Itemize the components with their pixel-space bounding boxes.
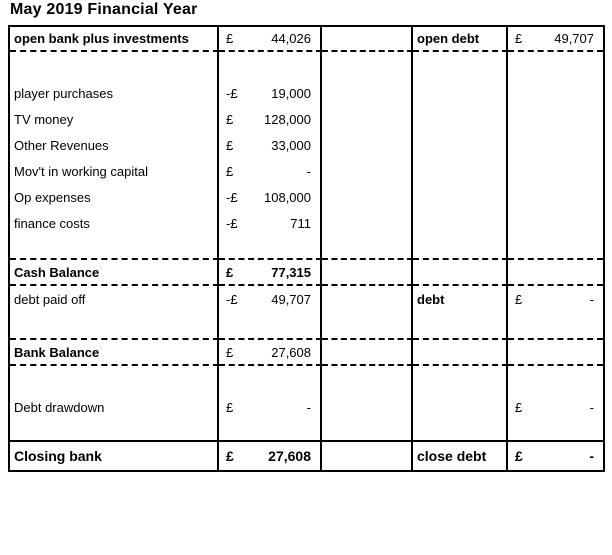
table-row-player-purchases (10, 80, 603, 106)
cell-op-expenses-value[interactable] (219, 184, 322, 210)
table-row-debt-drawdown (10, 394, 603, 420)
cell-debt-label[interactable]: debt (413, 286, 508, 312)
cell-empty (508, 312, 603, 340)
amount: 27,608 (268, 448, 311, 464)
cell-empty (10, 420, 219, 442)
cell-empty (508, 106, 603, 132)
cell-finance-costs-label[interactable]: finance costs (10, 210, 219, 236)
amount: 33,000 (271, 137, 311, 153)
page-title: May 2019 Financial Year (10, 1, 198, 18)
cell-debt-paid-off-label[interactable]: debt paid off (10, 286, 219, 312)
cell-open-bank-label[interactable]: open bank plus investments (10, 27, 219, 52)
cell-open-debt-label[interactable]: open debt (413, 27, 508, 52)
currency-symbol: £ (226, 399, 234, 415)
cell-empty (322, 286, 413, 312)
currency-symbol: £ (226, 163, 234, 179)
cell-empty (413, 312, 508, 340)
cell-empty (219, 52, 322, 80)
amount: 128,000 (264, 111, 311, 127)
currency-symbol: £ (226, 137, 234, 153)
cell-empty (413, 394, 508, 420)
table-row-cash-balance (10, 260, 603, 286)
cell-empty (508, 236, 603, 260)
currency-symbol: £ (515, 448, 523, 464)
cell-other-revenues-value[interactable] (219, 132, 322, 158)
cell-empty (508, 52, 603, 80)
cell-debt-drawdown-value[interactable] (219, 394, 322, 420)
cell-empty (322, 158, 413, 184)
currency-symbol: -£ (226, 291, 238, 307)
cell-empty (219, 312, 322, 340)
amount: 49,707 (271, 291, 311, 307)
table-row-spacer (10, 236, 603, 260)
amount: - (589, 399, 594, 415)
cell-empty (413, 106, 508, 132)
cell-empty (508, 158, 603, 184)
currency-symbol: £ (226, 448, 234, 464)
cell-empty (322, 420, 413, 442)
cell-empty (413, 366, 508, 394)
amount: 108,000 (264, 189, 311, 205)
cell-open-debt-value[interactable] (508, 27, 603, 52)
cell-working-capital-label[interactable]: Mov't in working capital (10, 158, 219, 184)
cell-empty (508, 260, 603, 286)
cell-empty (508, 340, 603, 366)
cell-empty (413, 132, 508, 158)
cell-player-purchases-value[interactable] (219, 80, 322, 106)
cell-closing-bank-label[interactable]: Closing bank (10, 442, 219, 470)
cell-tv-money-label[interactable]: TV money (10, 106, 219, 132)
table-row-spacer (10, 52, 603, 80)
amount: 19,000 (271, 85, 311, 101)
cell-closing-bank-value[interactable] (219, 442, 322, 470)
cell-empty (413, 420, 508, 442)
table-row-debt-paid-off (10, 286, 603, 312)
cell-empty (508, 210, 603, 236)
cell-empty (413, 236, 508, 260)
cell-empty (322, 236, 413, 260)
table-row-other-revenues (10, 132, 603, 158)
cell-empty (413, 184, 508, 210)
cell-empty (10, 312, 219, 340)
amount: 27,608 (271, 344, 311, 360)
cell-empty (219, 366, 322, 394)
cell-bank-balance-value[interactable] (219, 340, 322, 366)
cell-empty (322, 340, 413, 366)
cell-empty (322, 210, 413, 236)
cell-empty (413, 80, 508, 106)
cell-empty (413, 260, 508, 286)
table-row-op-expenses (10, 184, 603, 210)
cell-empty (508, 366, 603, 394)
cell-working-capital-value[interactable] (219, 158, 322, 184)
currency-symbol: £ (226, 264, 234, 280)
cell-tv-money-value[interactable] (219, 106, 322, 132)
cell-empty (413, 340, 508, 366)
cell-empty (322, 260, 413, 286)
currency-symbol: -£ (226, 189, 238, 205)
amount: 77,315 (271, 264, 311, 280)
table-row-open (10, 27, 603, 52)
cell-empty (322, 312, 413, 340)
cell-empty (508, 80, 603, 106)
cell-debt-value[interactable] (508, 286, 603, 312)
cell-empty (413, 52, 508, 80)
cell-empty (322, 52, 413, 80)
table-row-finance-costs (10, 210, 603, 236)
cell-empty (508, 420, 603, 442)
currency-symbol: £ (226, 31, 234, 46)
table-row-spacer (10, 420, 603, 442)
cell-player-purchases-label[interactable]: player purchases (10, 80, 219, 106)
currency-symbol: £ (226, 111, 234, 127)
amount: 49,707 (554, 31, 594, 46)
cell-empty (413, 210, 508, 236)
cell-empty (322, 442, 413, 470)
cell-empty (10, 52, 219, 80)
cell-debt-drawdown-label[interactable]: Debt drawdown (10, 394, 219, 420)
cell-empty (322, 366, 413, 394)
cell-bank-balance-label[interactable]: Bank Balance (10, 340, 219, 366)
cell-op-expenses-label[interactable]: Op expenses (10, 184, 219, 210)
financial-table (8, 25, 605, 472)
cell-other-revenues-label[interactable]: Other Revenues (10, 132, 219, 158)
currency-symbol: £ (515, 399, 523, 415)
amount: - (306, 399, 311, 415)
cell-cash-balance-label[interactable]: Cash Balance (10, 260, 219, 286)
amount: - (306, 163, 311, 179)
table-row-tv-money (10, 106, 603, 132)
currency-symbol: £ (226, 344, 234, 360)
cell-empty (10, 236, 219, 260)
cell-empty (508, 184, 603, 210)
cell-empty (322, 394, 413, 420)
cell-close-debt-value[interactable] (508, 442, 603, 470)
cell-debt-paid-off-value[interactable] (219, 286, 322, 312)
cell-close-debt-label[interactable]: close debt (413, 442, 508, 470)
cell-empty (219, 420, 322, 442)
cell-empty (508, 132, 603, 158)
cell-empty (322, 132, 413, 158)
cell-debt-drawdown-right-value[interactable] (508, 394, 603, 420)
amount: - (589, 291, 594, 307)
table-row-spacer (10, 366, 603, 394)
currency-symbol: -£ (226, 215, 238, 231)
amount: - (589, 448, 594, 464)
amount: 711 (290, 215, 311, 231)
table-row-working-capital (10, 158, 603, 184)
currency-symbol: £ (515, 31, 523, 46)
cell-finance-costs-value[interactable] (219, 210, 322, 236)
table-row-bank-balance (10, 340, 603, 366)
cell-open-bank-value[interactable] (219, 27, 322, 52)
cell-empty (413, 158, 508, 184)
table-row-closing-bank (10, 442, 603, 470)
cell-cash-balance-value[interactable] (219, 260, 322, 286)
cell-empty (322, 27, 413, 52)
currency-symbol: £ (515, 291, 523, 307)
amount: 44,026 (271, 31, 311, 46)
cell-empty (219, 236, 322, 260)
table-row-spacer (10, 312, 603, 340)
cell-empty (322, 184, 413, 210)
cell-empty (322, 106, 413, 132)
cell-empty (10, 366, 219, 394)
cell-empty (322, 80, 413, 106)
currency-symbol: -£ (226, 85, 238, 101)
